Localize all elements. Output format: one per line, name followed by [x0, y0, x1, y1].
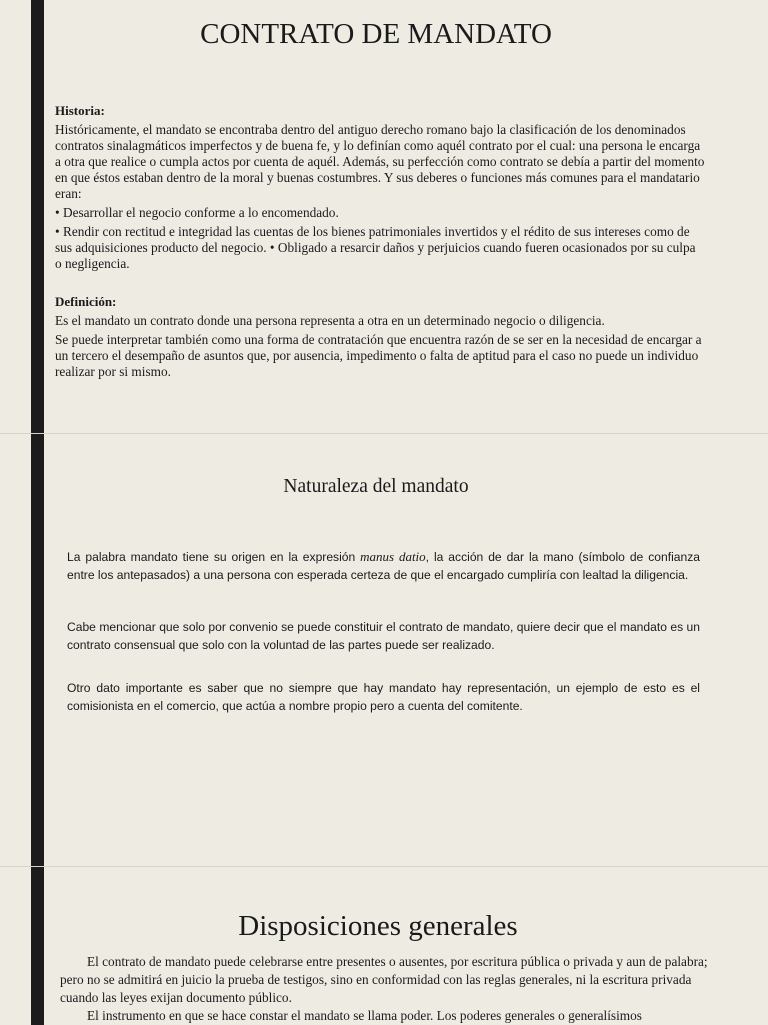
naturaleza-paragraph-1: La palabra mandato tiene su origen en la expresión manus datio, la acción de dar la mano (símbolo de confianza entre los antepasados) a una persona con esperada certeza de que el encargado cumpliría con lealtad la diligencia. [67, 549, 700, 582]
definicion-heading: Definición: [55, 294, 117, 309]
naturaleza-paragraph-3: Otro dato importante es saber que no siempre que hay mandato hay representación, un ejemplo de esto es el comisionista en el comercio, que actúa a nombre propio pero a cuenta del comitente. [67, 681, 700, 713]
slide-accent-bar [31, 0, 44, 433]
historia-bullet-1: • Desarrollar el negocio conforme a lo encomendado. [55, 205, 339, 220]
definicion-text-1: Es el mandato un contrato donde una persona representa a otra en un determinado negocio o diligencia. [55, 313, 605, 328]
definicion-text-2: Se puede interpretar también como una forma de contratación que encuentra razón de se ser en la necesidad de encargar a un tercero el desempaño de asuntos que, por ausencia, impedimento o falta de aptitud para el caso no puede un individuo realizar por si mismo. [55, 332, 702, 379]
slide-accent-bar [31, 867, 44, 1025]
slide-contrato-de-mandato [0, 0, 768, 433]
disposiciones-paragraph-1: El contrato de mandato puede celebrarse entre presentes o ausentes, por escritura pública o privada y aun de palabra; pero no se admitirá en juicio la prueba de testigos, sino en conformidad con las reglas generales, ni la escritura privada cuando las leyes exijan documento público. [60, 954, 708, 1005]
historia-heading: Historia: [55, 103, 105, 118]
latin-term: manus datio [360, 549, 426, 564]
historia-text: Históricamente, el mandato se encontraba dentro del antiguo derecho romano bajo la clasificación de los denominados contratos sinalagmáticos imperfectos y de buena fe, y lo definían como aquél contrato por el cual: una persona le encarga a otra que realice o cumpla actos por cuenta de aquél. Además, su perfección como contrato se debía a partir del momento en que éstos estaban dentro de la moral y buenas costumbres. Y sus deberes o funciones más comunes para el mandatario eran: [55, 122, 705, 201]
slide-naturaleza-del-mandato [0, 433, 768, 866]
slide-disposiciones-generales [0, 866, 768, 1025]
slide-title: Disposiciones generales [238, 910, 518, 942]
disposiciones-paragraph-2: El instrumento en que se hace constar el mandato se llama poder. Los poderes generales o generalísimos [87, 1008, 642, 1023]
slide-title: CONTRATO DE MANDATO [200, 18, 552, 50]
naturaleza-paragraph-2: Cabe mencionar que solo por convenio se puede constituir el contrato de mandato, quiere decir que el mandato es un contrato consensual que solo con la voluntad de las partes puede ser realizado. [67, 620, 700, 652]
historia-bullet-2: • Rendir con rectitud e integridad las cuentas de los bienes patrimoniales invertidos y el rédito de sus intereses como de sus adquisiciones producto del negocio. • Obligado a resarcir daños y perjuicios cuando fueren ocasionados por su culpa o negligencia. [55, 224, 696, 271]
slide-title: Naturaleza del mandato [283, 476, 469, 497]
slide-accent-bar [31, 434, 44, 866]
